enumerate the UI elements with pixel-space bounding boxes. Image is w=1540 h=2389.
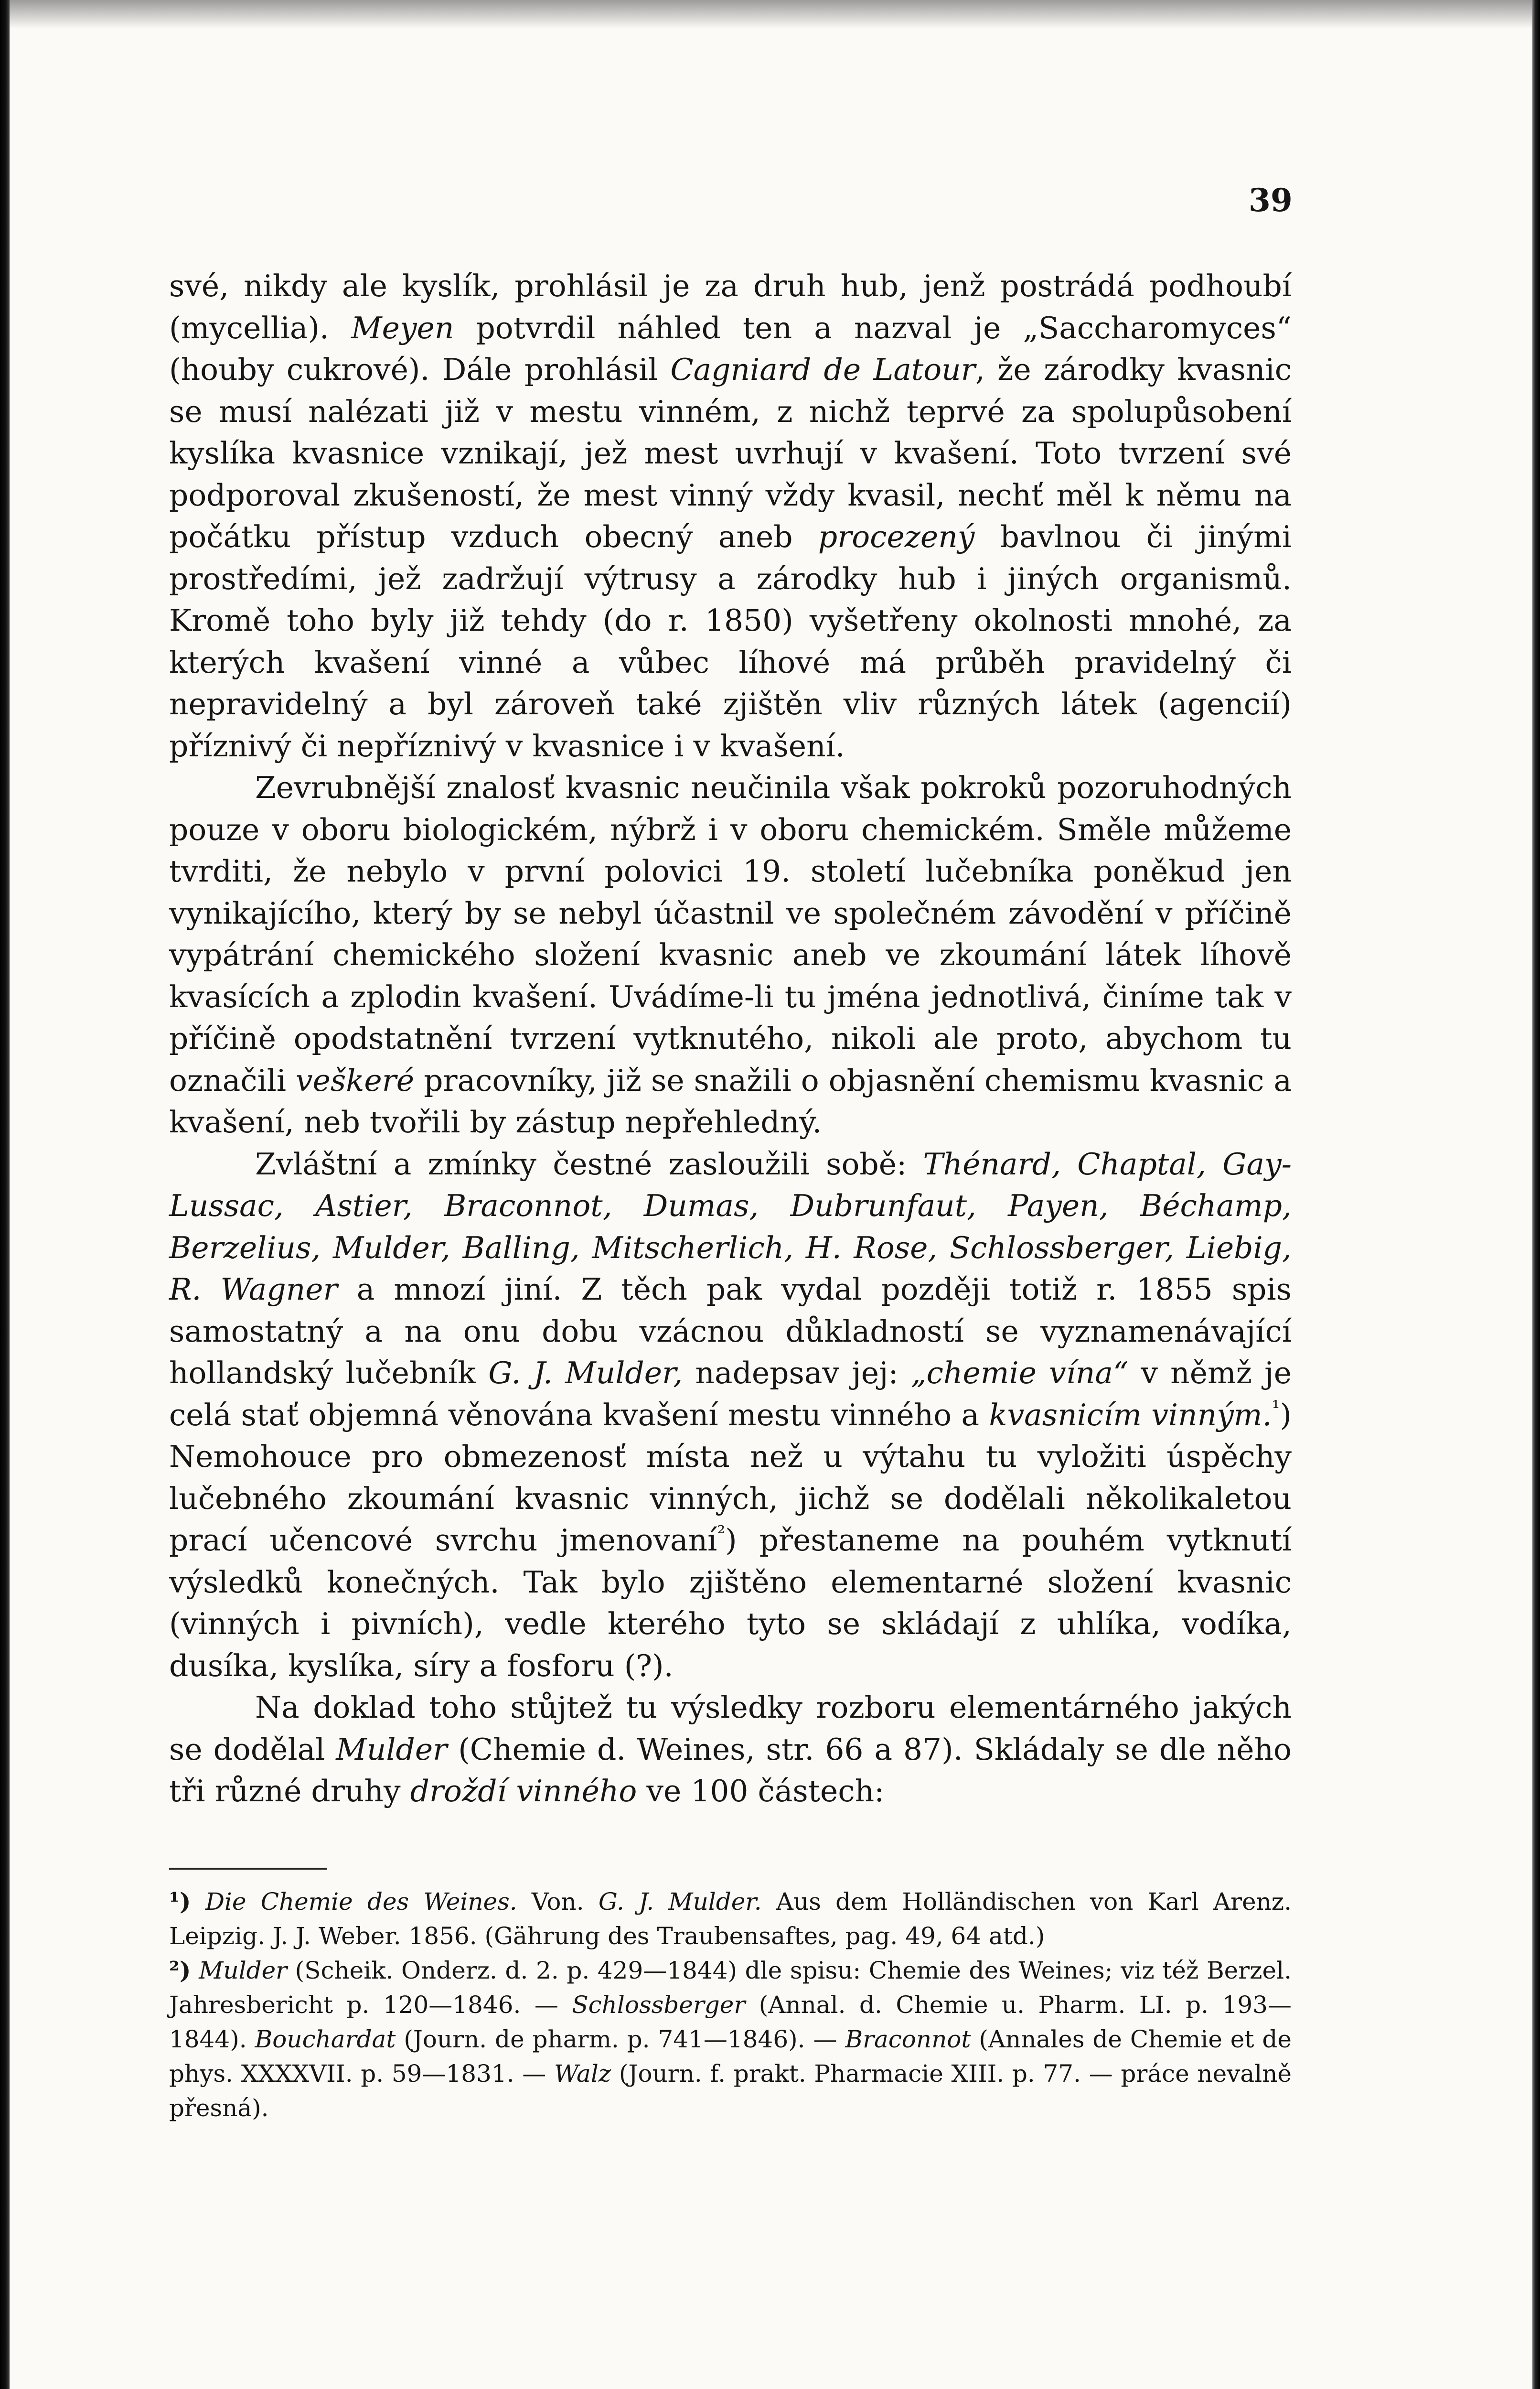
italic-text: „chemie vína“ (910, 1356, 1129, 1390)
page-left-edge (0, 0, 10, 2389)
italic-text: droždí vinného (410, 1774, 637, 1808)
italic-text: Walz (554, 2060, 611, 2088)
text-run: Zvláštní a zmínky čestné zasloužili sobě: (255, 1146, 923, 1182)
footnote-ref: ¹ (1272, 1396, 1280, 1420)
italic-text: procezený (818, 519, 975, 554)
text-run: ) Nemohouce pro obmezenosť místa než u výtahu tu vyložiti úspěchy lučebného zkoumání kvasnic vinných, jichž se dodělali několikaletou prací učencové svrchu jmenovaní (169, 1397, 1292, 1558)
footnote-mark-paren: ) (179, 1887, 191, 1916)
footnote (169, 1884, 1292, 1953)
italic-text: Meyen (351, 310, 454, 345)
body-text (169, 265, 1292, 1812)
footnotes (169, 1884, 1292, 2125)
italic-text: Thénard, Chaptal, Gay-Lussac, Astier, Braconnot, Dumas, Dubrunfaut, Payen, Béchamp, Berzelius, Mulder, Balling, Mitscherlich, H. Rose, Schlossberger, Liebig, R. Wagner (169, 1146, 1292, 1307)
italic-text: Die Chemie des Weines. (205, 1888, 517, 1916)
text-run: své, nikdy ale kyslík, prohlásil je za druh hub, jenž postrádá podhoubí (mycellia). (169, 269, 1292, 345)
italic-text: Mulder (336, 1732, 448, 1767)
text-run: Aus dem Holländischen von Karl Arenz. Leipzig. J. J. Weber. 1856. (Gährung des Traubensaftes, pag. 49, 64 atd.) (169, 1888, 1292, 1950)
text-run (191, 1888, 205, 1916)
page-top-shadow (10, 0, 1532, 29)
page-number: 39 (1249, 182, 1293, 219)
text-run: a mnozí jiní. Z těch pak vydal později totiž r. 1855 spis samostatný a na onu dobu vzácnou důkladností se vyznamenávající hollandský lučebník (169, 1272, 1292, 1390)
page-right-edge (1532, 0, 1540, 2389)
footnote-ref: ² (717, 1521, 726, 1545)
italic-text: Cagniard de Latour (670, 352, 975, 387)
text-run: pracovníky, již se snažili o objasnění chemismu kvasnic a kvašení, neb tvořili by zástup nepřehledný. (169, 1063, 1292, 1140)
text-run: (Journ. f. prakt. Pharmacie XIII. p. 77. — práce nevalně přesná). (169, 2060, 1292, 2122)
paragraph (169, 767, 1292, 1143)
text-run: (Scheik. Onderz. d. 2. p. 429—1844) dle spisu: Chemie des Weines; viz též Berzel. Jahresbericht p. 120—1846. — (169, 1957, 1292, 2019)
footnote-rule (169, 1868, 327, 1870)
paragraph (169, 1687, 1292, 1812)
text-run: bavlnou či jinými prostředími, jež zadržují výtrusy a zárodky hub i jiných organismů. Kromě toho byly již tehdy (do r. 1850) vyšetřeny okolnosti mnohé, za kterých kvašení vinné a vůbec líhové má průběh pravidelný či nepravidelný a byl zároveň také zjištěn vliv různých látek (agencií) příznivý či nepříznivý v kvasnice i v kvašení. (169, 519, 1292, 764)
text-run: (Annal. d. Chemie u. Pharm. LI. p. 193—1844). (169, 1991, 1292, 2053)
italic-text: Braconnot (845, 2025, 971, 2053)
italic-text: Schlossberger (572, 1991, 746, 2019)
italic-text: Bouchardat (255, 2025, 396, 2053)
paragraph (169, 1143, 1292, 1687)
text-run: (Annales de Chemie et de phys. XXXXVII. p. 59—1831. — (169, 2025, 1292, 2088)
text-run: v němž je celá stať objemná věnována kvašení mestu vinného a (169, 1356, 1292, 1432)
italic-text: kvasnicím vinným. (989, 1397, 1272, 1432)
italic-text: Mulder (199, 1957, 288, 1984)
italic-text: G. J. Mulder, (488, 1356, 683, 1390)
text-run: nadepsav jej: (683, 1356, 911, 1390)
footnote-mark-paren: ) (179, 1956, 191, 1984)
text-run: ve 100 částech: (637, 1774, 885, 1808)
footnote (169, 1953, 1292, 2125)
italic-text: G. J. Mulder. (598, 1888, 762, 1916)
text-run: ) přestaneme na pouhém vytknutí výsledků konečných. Tak bylo zjištěno elementarné složení kvasnic (vinných i pivních), vedle kterého tyto se skládají z uhlíka, vodíka, dusíka, kyslíka, síry a fosforu (?). (169, 1523, 1292, 1683)
italic-text: veškeré (296, 1063, 415, 1098)
footnote-mark: ² (169, 1956, 180, 1984)
footnote-mark: ¹ (169, 1887, 180, 1916)
text-run: Na doklad toho stůjtež tu výsledky rozboru elementárného jakých se dodělal (169, 1690, 1292, 1767)
text-run: , že zárodky kvasnic se musí nalézati již v mestu vinném, z nichž teprvé za spolupůsobení kyslíka kvasnice vznikají, jež mest uvrhují v kvašení. Toto tvrzení své podporoval zkušeností, že mest vinný vždy kvasil, nechť měl k němu na počátku přístup vzduch obecný aneb (169, 352, 1292, 554)
paragraph (169, 265, 1292, 767)
text-run: (Journ. de pharm. p. 741—1846). — (396, 2025, 845, 2053)
text-run: Zevrubnější znalosť kvasnic neučinila však pokroků pozoruhodných pouze v oboru biologickém, nýbrž i v oboru chemickém. Směle můžeme tvrditi, že nebylo v první polovici 19. století lučebníka poněkud jen vynikajícího, který by se nebyl účastnil ve společném závodění v příčině vypátrání chemického složení kvasnic aneb ve zkoumání látek líhově kvasících a zplodin kvašení. Uvádíme-li tu jména jednotlivá, činíme tak v příčině opodstatnění tvrzení vytknutého, nikoli ale proto, abychom tu označili (169, 770, 1292, 1098)
text-run: potvrdil náhled ten a nazval je „Saccharomyces“ (houby cukrové). Dále prohlásil (169, 310, 1292, 387)
text-run: Von. (517, 1888, 599, 1916)
text-run (191, 1957, 199, 1984)
text-run: (Chemie d. Weines, str. 66 a 87). Skládaly se dle něho tři různé druhy (169, 1732, 1292, 1808)
